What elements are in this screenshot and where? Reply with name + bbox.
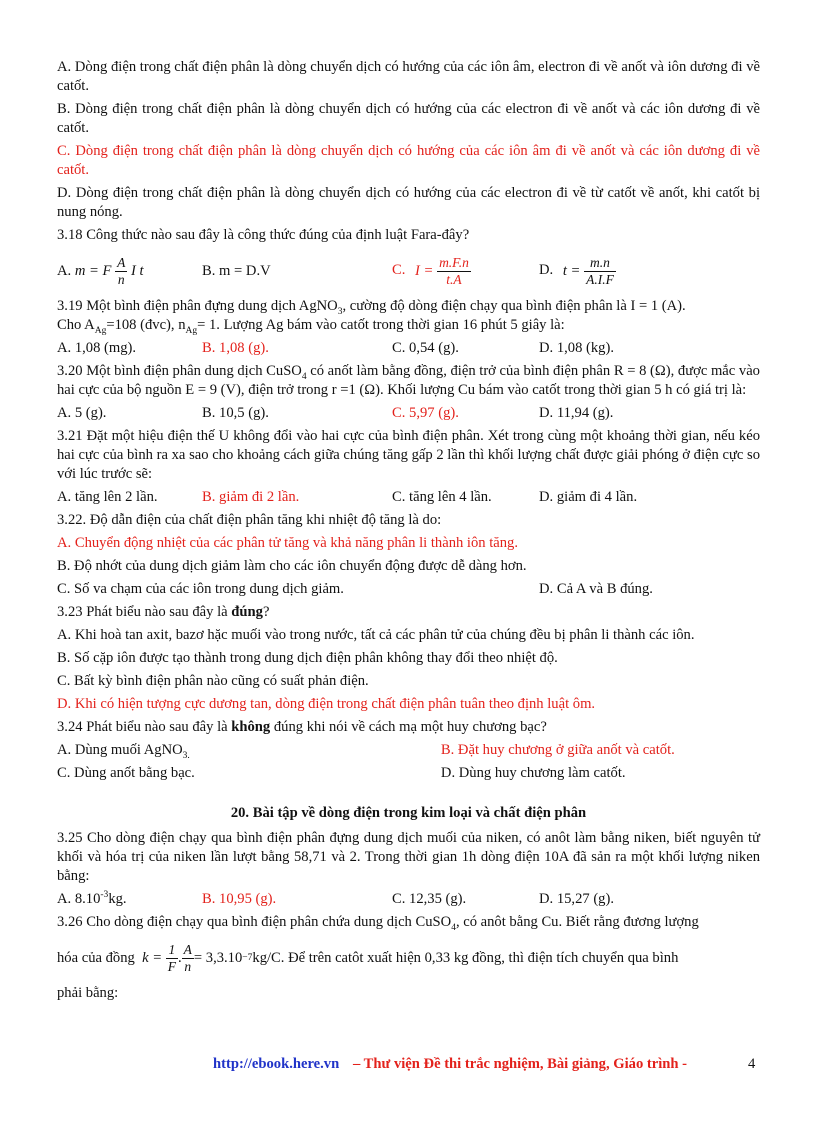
q319-option-d: D. 1,08 (kg).: [539, 340, 614, 356]
q318-option-c: C. I = $\frac{m.F.n}{t.A}$: [392, 254, 469, 287]
q318-option-d: D. t = $\frac{m.n}{A.I.F}$: [539, 254, 614, 287]
q320-option-c: C. 5,97 (g).: [392, 405, 459, 421]
q324-options-cd: [57, 764, 760, 783]
q322-question: 3.22. Độ dẫn điện của chất điện phân tăng khi nhiệt độ tăng là do:: [57, 512, 442, 528]
q323-question: 3.23 Phát biểu nào sau đây là đúng?: [57, 604, 270, 620]
q324-option-a: A. Dùng muối AgNO$_{3.}$: [57, 742, 190, 761]
q321-option-c: C. tăng lên 4 lần.: [392, 489, 492, 505]
q324-option-d: D. Dùng huy chương làm catốt.: [440, 765, 626, 781]
q317-option-b: B. Dòng điện trong chất điện phân là dòng chuyển dịch có hướng của các electron đi về anốt và các iôn dương đi về catốt.: [57, 101, 760, 136]
q321-option-d: D. giảm đi 4 lần.: [539, 489, 638, 505]
q321-option-a: A. tăng lên 2 lần.: [57, 489, 158, 505]
q324-option-b: B. Đặt huy chương ở giữa anốt và catốt.: [440, 742, 675, 758]
q317-option-d: D. Dòng điện trong chất điện phân là dòng chuyển dịch có hướng của các electron đi về từ catốt về anốt, khi catốt bị nung nóng.: [57, 185, 760, 220]
page-number: 4: [748, 1056, 756, 1072]
q325-option-d: D. 15,27 (g).: [539, 891, 614, 907]
q320-question: 3.20 Một bình điện phân dung dịch CuSO$_4$ có anốt làm bằng đồng, điện trở của bình điện phân R = 8 (Ω), được mắc vào hai cực của bộ nguồn E = 9 (V), điện trở trong r =1 (Ω). Khối lượng Cu bám vào catốt trong thời gian 5 h có giá trị là:: [57, 363, 760, 398]
q323-option-c: C. Bất kỳ bình điện phân nào cũng có suất phản điện.: [57, 673, 369, 689]
q320-option-a: A. 5 (g).: [57, 405, 107, 421]
q322-option-c: C. Số va chạm của các iôn trong dung dịch giảm.: [57, 581, 344, 597]
q325-question: 3.25 Cho dòng điện chạy qua bình điện phân đựng dung dịch muối của niken, có anôt làm bằng niken, biết nguyên tử khối và hóa trị của niken lần lượt bằng 58,71 và 2. Trong thời gian 1h dòng điện 10A đã sản ra một khối lượng niken bằng:: [57, 830, 760, 884]
q326-line2: hóa của đồng k = $\frac{1}{F}$ . $\frac{A}{n}$ = 3,3.10 −7 kg/C. Để trên catôt xuất hiện 0,33 kg đồng, thì điện tích chuyển qua bình: [57, 941, 679, 974]
q319-option-a: A. 1,08 (mg).: [57, 340, 137, 356]
fraction-mn-over-aif: $\frac{m.n}{A.I.F}$: [586, 254, 614, 287]
q324-question: 3.24 Phát biểu nào sau đây là không đúng khi nói về cách mạ một huy chương bạc?: [57, 719, 547, 735]
fraction-mfn-over-ta: $\frac{m.F.n}{t.A}$: [439, 254, 469, 287]
q317-option-c: C. Dòng điện trong chất điện phân là dòng chuyển dịch có hướng của các iôn âm đi về anốt và các iôn dương đi về catốt.: [57, 143, 760, 178]
fraction-a-over-n: $\frac{A}{n}$: [117, 254, 126, 287]
q318-option-a: A. m = F $\frac{A}{n}$ I t: [57, 254, 144, 287]
section-title: 20. Bài tập về dòng điện trong kim loại và chất điện phân: [230, 805, 587, 821]
q324-options-ab: [57, 741, 760, 760]
q323-option-a: A. Khi hoà tan axit, bazơ hặc muối vào trong nước, tất cả các phân tử của chúng đều bị phân li thành các iôn.: [57, 627, 695, 643]
q322-option-b: B. Độ nhớt của dung dịch giảm làm cho các iôn chuyển động được dễ dàng hơn.: [57, 558, 527, 574]
q325-option-c: C. 12,35 (g).: [392, 891, 467, 907]
q324-option-c: C. Dùng anốt bằng bạc.: [57, 765, 195, 781]
fraction-1-over-f: $\frac{1}{F}$: [167, 941, 176, 974]
q322-option-d: D. Cả A và B đúng.: [539, 581, 653, 597]
q319-options: [57, 339, 760, 358]
q319-question: 3.19 Một bình điện phân đựng dung dịch AgNO$_3$, cường độ dòng điện chạy qua bình điện phân là I = 1 (A). Cho $A_{Ag}=108$ (đvc), $n_{Ag}= 1$. Lượng Ag bám vào catốt trong thời gian 16 phút 5 giây là:: [57, 298, 686, 336]
q321-question: 3.21 Đặt một hiệu điện thế U không đổi vào hai cực của bình điện phân. Xét trong cùng một khoảng thời gian, nếu kéo hai cực của bình ra xa sao cho khoảng cách giữa chúng tăng gấp 2 lần thì khối lượng chất được giải phóng ở điện cực so với lúc trước sẽ:: [57, 428, 760, 482]
q326-line1: 3.26 Cho dòng điện chạy qua bình điện phân chứa dung dịch CuSO$_4$, có anôt bằng Cu. Biết rằng đương lượng: [57, 914, 699, 933]
footer-library-text: – Thư viện Đề thi trắc nghiệm, Bài giảng, Giáo trình -: [353, 1056, 688, 1072]
q322-option-a: A. Chuyển động nhiệt của các phân tử tăng và khả năng phân li thành iôn tăng.: [57, 535, 519, 551]
q318-option-b: B. m = D.V: [202, 262, 271, 279]
q317-option-a: A. Dòng điện trong chất điện phân là dòng chuyển dịch có hướng của các iôn âm, electron đi về anốt và iôn dương đi về catốt.: [57, 59, 760, 94]
q320-options: [57, 404, 760, 423]
q323-option-d: D. Khi có hiện tượng cực dương tan, dòng điện trong chất điện phân tuân theo định luật ôm.: [57, 696, 596, 712]
q322-options-cd: [57, 580, 760, 599]
fraction-a-over-n-k: $\frac{A}{n}$: [183, 941, 192, 974]
q318-question: 3.18 Công thức nào sau đây là công thức đúng của định luật Fara-đây?: [57, 227, 470, 243]
q325-option-b: B. 10,95 (g).: [202, 891, 277, 907]
footer-link[interactable]: http://ebook.here.vn: [213, 1056, 340, 1072]
q321-option-b: B. giảm đi 2 lần.: [202, 489, 300, 505]
q319-option-b: B. 1,08 (g).: [202, 340, 269, 356]
q318-options: [57, 249, 760, 293]
q325-options: [57, 890, 760, 909]
q323-option-b: B. Số cặp iôn được tạo thành trong dung dịch điện phân không thay đổi theo nhiệt độ.: [57, 650, 558, 666]
q326-line3: phải bằng:: [57, 985, 119, 1001]
q325-option-a: A. $8.10^{-3}kg$.: [57, 890, 127, 907]
q320-option-b: B. 10,5 (g).: [202, 405, 269, 421]
document-page: [57, 58, 760, 1007]
q319-option-c: C. 0,54 (g).: [392, 340, 459, 356]
q320-option-d: D. 11,94 (g).: [539, 405, 614, 421]
q321-options: [57, 488, 760, 507]
